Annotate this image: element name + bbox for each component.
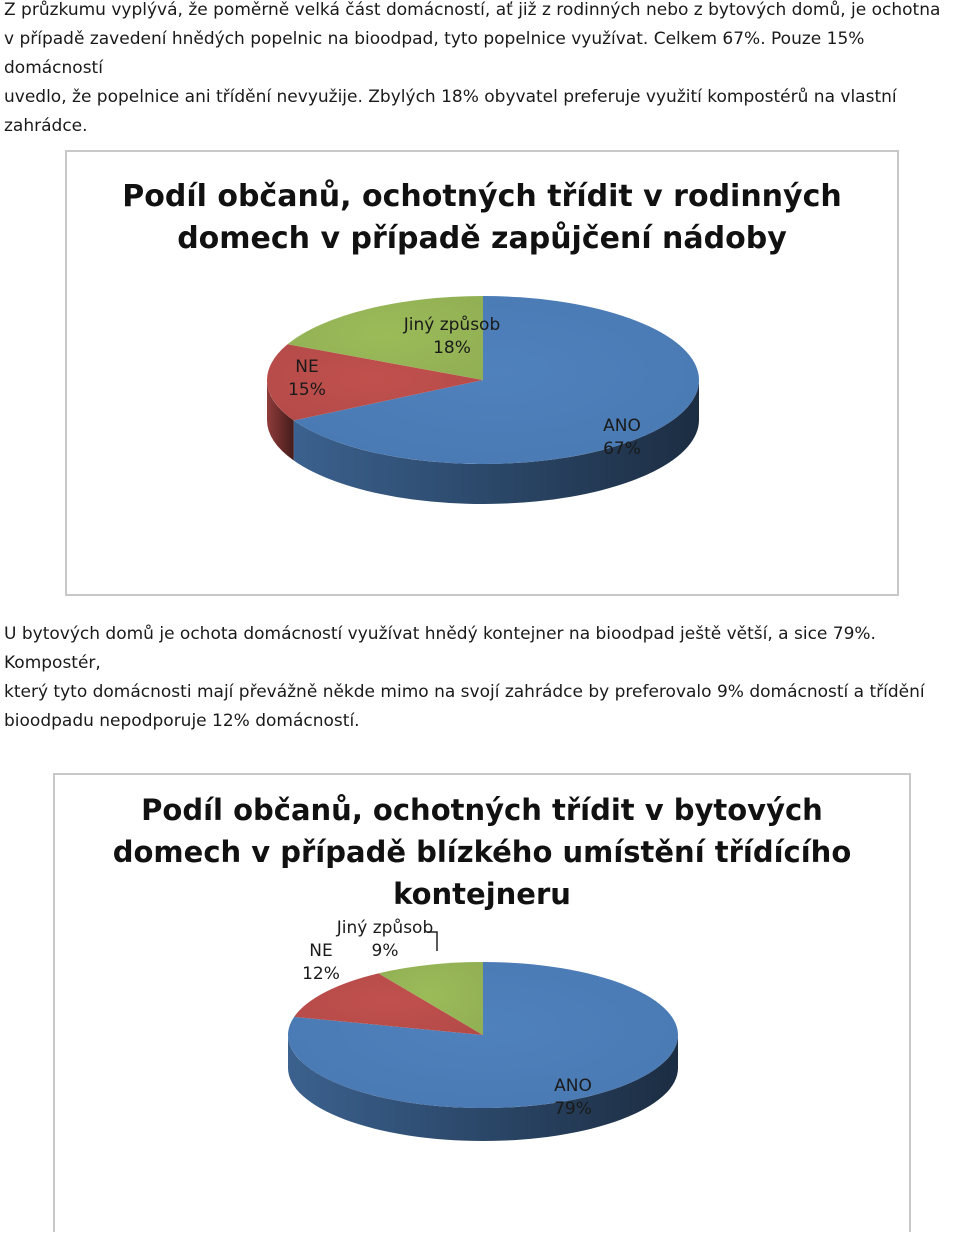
text-line: uvedlo, že popelnice ani třídění nevyužije. Zbylých 18% obyvatel preferuje využití kompostérů na vlastní zahrádce. bbox=[4, 87, 897, 136]
pie-plot bbox=[55, 775, 913, 1234]
pie-chart-apartment-houses bbox=[53, 773, 911, 1232]
chart-title-line: domech v případě blízkého umístění třídícího bbox=[112, 835, 852, 869]
data-label-ano bbox=[543, 1075, 603, 1121]
chart-title-line: kontejneru bbox=[393, 877, 571, 911]
category-value: 67% bbox=[603, 439, 641, 459]
apartment-paragraph bbox=[4, 620, 956, 736]
chart-title-line: Podíl občanů, ochotných třídit v bytových bbox=[141, 793, 823, 827]
data-label-ne bbox=[294, 940, 348, 986]
data-label-jiny bbox=[387, 314, 517, 360]
chart-title-line: domech v případě zapůjčení nádoby bbox=[177, 221, 787, 256]
pie-chart-family-houses bbox=[65, 150, 899, 596]
chart-title-line: Podíl občanů, ochotných třídit v rodinných bbox=[122, 179, 842, 214]
data-label-ne bbox=[277, 356, 337, 402]
category-name: Jiný způsob bbox=[403, 315, 501, 335]
category-value: 9% bbox=[371, 941, 399, 961]
text-line: v případě zavedení hnědých popelnic na bioodpad, tyto popelnice využívat. Celkem 67%. Pouze 15% domácností bbox=[4, 29, 865, 78]
text-line: bioodpadu nepodporuje 12% domácností. bbox=[4, 711, 360, 731]
category-name: NE bbox=[309, 941, 333, 961]
intro-paragraph bbox=[4, 0, 956, 141]
category-name: ANO bbox=[603, 416, 641, 436]
category-name: Jiný způsob bbox=[336, 918, 434, 938]
category-value: 79% bbox=[554, 1099, 592, 1119]
category-value: 15% bbox=[288, 380, 326, 400]
category-value: 12% bbox=[302, 964, 340, 984]
text-line: U bytových domů je ochota domácností využívat hnědý kontejner na bioodpad ještě větší, a sice 79%. Kompostér, bbox=[4, 624, 876, 673]
data-label-ano bbox=[592, 415, 652, 461]
category-value: 18% bbox=[433, 338, 471, 358]
category-name: ANO bbox=[554, 1076, 592, 1096]
pie-plot bbox=[67, 152, 901, 598]
category-name: NE bbox=[295, 357, 319, 377]
text-line: který tyto domácnosti mají převážně někde mimo na svojí zahrádce by preferovalo 9% domácností a třídění bbox=[4, 682, 925, 702]
text-line: Z průzkumu vyplývá, že poměrně velká část domácností, ať již z rodinných nebo z bytových domů, je ochotna bbox=[4, 0, 941, 20]
